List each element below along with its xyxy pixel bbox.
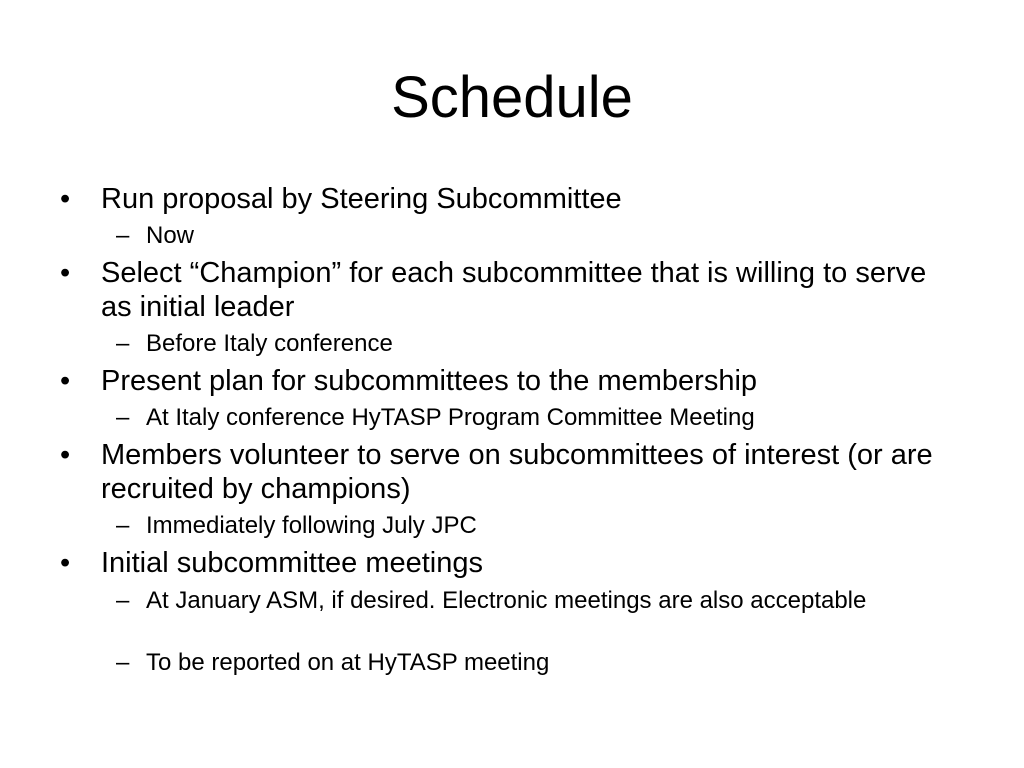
slide-title: Schedule (391, 65, 633, 130)
bullet-text: Run proposal by Steering Subcommittee (101, 183, 622, 215)
bullet-text: Present plan for subcommittees to the membership (101, 365, 758, 397)
bullet-icon: • (60, 365, 71, 397)
bullet-text: Select “Champion” for each subcommittee that is willing to serve as initial leader (101, 257, 927, 323)
sub-bullet-item (116, 403, 926, 432)
sub-bullet-text: At Italy conference HyTASP Program Committee Meeting (146, 404, 755, 431)
dash-icon: – (116, 649, 130, 676)
dash-icon: – (116, 330, 130, 357)
sub-bullet-item (116, 586, 926, 615)
bullet-text: Initial subcommittee meetings (101, 547, 483, 579)
sub-bullet-text: Immediately following July JPC (146, 512, 477, 539)
bullet-item (60, 256, 961, 324)
bullet-icon: • (60, 547, 71, 579)
bullet-item (60, 364, 961, 398)
sub-bullet-item (116, 329, 926, 358)
bullet-item (60, 182, 961, 216)
sub-bullet-text: To be reported on at HyTASP meeting (146, 649, 550, 676)
bullet-item (60, 438, 961, 506)
dash-icon: – (116, 512, 130, 539)
bullet-text: Members volunteer to serve on subcommittees of interest (or are recruited by champions) (101, 439, 933, 505)
bullet-icon: • (60, 439, 71, 471)
sub-bullet-text: At January ASM, if desired. Electronic meetings are also acceptable (146, 587, 867, 614)
sub-bullet-item (116, 221, 926, 250)
bullet-item (60, 546, 961, 580)
dash-icon: – (116, 404, 130, 431)
dash-icon: – (116, 222, 130, 249)
sub-bullet-item (116, 648, 926, 677)
dash-icon: – (116, 587, 130, 614)
bullet-icon: • (60, 183, 71, 215)
bullet-icon: • (60, 257, 71, 289)
sub-bullet-text: Now (146, 222, 195, 249)
sub-bullet-item (116, 511, 926, 540)
sub-bullet-text: Before Italy conference (146, 330, 393, 357)
